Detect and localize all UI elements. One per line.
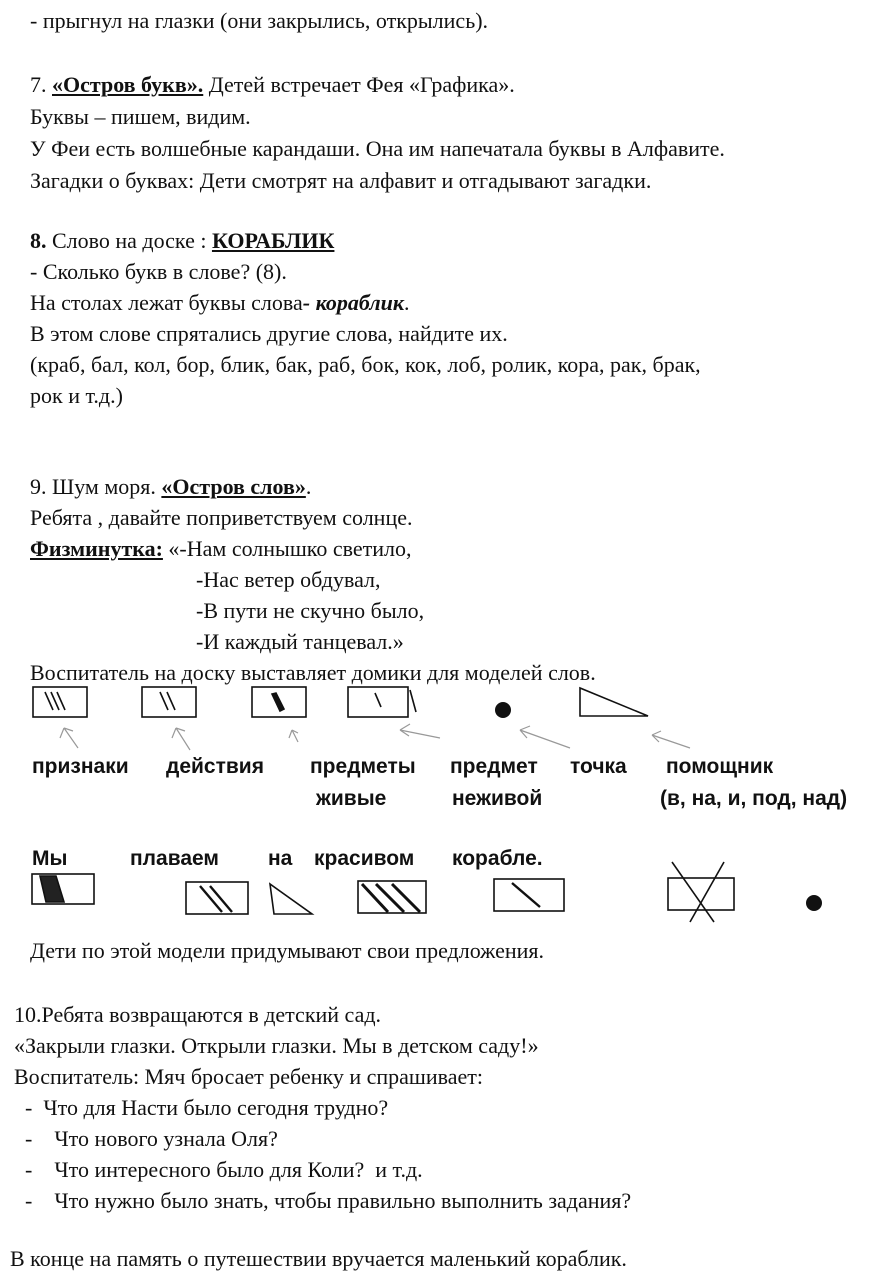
sentence-triangle	[270, 884, 312, 914]
section-7-line-3: Загадки о буквах: Дети смотрят на алфавит и отгадывают загадки.	[30, 168, 652, 193]
sentence-word-4: красивом	[314, 847, 415, 870]
section-8-word: КОРАБЛИК	[211, 228, 335, 253]
sentence-dot	[806, 895, 822, 911]
model-box-attributes	[33, 687, 87, 717]
section-8-line-5: рок и т.д.)	[30, 383, 123, 408]
section-10-line-3: Воспитатель: Мяч бросает ребенку и спрашивает:	[14, 1064, 484, 1089]
section-9-line-1: Ребята , давайте поприветствуем солнце.	[30, 505, 413, 530]
section-8-number: 8.	[30, 228, 47, 253]
section-10-line-2: «Закрыли глазки. Открыли глазки. Мы в детском саду!»	[14, 1033, 539, 1058]
section-8-question: - Сколько букв в слове? (8).	[30, 259, 287, 284]
question-3: - Что интересного было для Коли? и т.д.	[14, 1157, 423, 1182]
sentence-box-2	[186, 882, 248, 914]
section-8-line-3: В этом слове спрятались другие слова, найдите их.	[30, 321, 508, 346]
section-7-title-rest: Детей встречает Фея «Графика».	[203, 72, 515, 97]
section-7-line-1: Буквы – пишем, видим.	[30, 104, 251, 129]
section-9-title: «Остров слов»	[161, 474, 306, 499]
model-triangle-helper	[580, 688, 648, 716]
sentence-word-2: плаваем	[130, 847, 219, 870]
question-1: - Что для Насти было сегодня трудно?	[14, 1095, 389, 1120]
label-actions: действия	[166, 755, 264, 778]
section-8-prefix: Слово на доске :	[46, 228, 212, 253]
question-2: - Что нового узнала Оля?	[14, 1126, 278, 1151]
poem-line-3: -В пути не скучно было,	[196, 598, 425, 623]
question-4: - Что нужно было знать, чтобы правильно выполнить задания?	[14, 1188, 632, 1213]
section-10-line-1: 10.Ребята возвращаются в детский сад.	[14, 1002, 382, 1027]
label-helper-words: (в, на, и, под, над)	[660, 787, 848, 810]
section-8-line-2-c: .	[404, 290, 410, 315]
section-9-head-c: .	[305, 474, 312, 499]
section-7-number: 7.	[30, 72, 47, 97]
section-9-line-3: Дети по этой модели придумывают свои предложения.	[30, 938, 545, 963]
final-line: В конце на память о путешествии вручается маленький кораблик.	[10, 1246, 627, 1271]
label-object: предмет	[450, 755, 538, 778]
fizminutka-label: Физминутка:	[30, 536, 163, 561]
model-dot	[495, 702, 511, 718]
sentence-box-4	[494, 879, 564, 911]
label-objects: предметы	[310, 755, 416, 778]
intro-line: - прыгнул на глазки (они закрылись, открылись).	[30, 8, 489, 33]
poem-line-1: «-Нам солнышко светило,	[162, 536, 412, 561]
section-7-title: «Остров букв».	[52, 72, 204, 97]
poem-line-4: -И каждый танцевал.»	[196, 629, 404, 654]
model-box-actions	[142, 687, 196, 717]
sentence-word-3: на	[268, 847, 293, 870]
section-9-line-2: Воспитатель на доску выставляет домики для моделей слов.	[30, 660, 596, 685]
section-8-line-2-b: - кораблик	[302, 290, 405, 315]
label-helper: помощник	[666, 755, 774, 778]
label-attributes: признаки	[32, 755, 129, 778]
section-8-line-2-a: На столах лежат буквы слова	[30, 290, 303, 315]
label-inanimate: неживой	[452, 787, 543, 810]
poem-line-2: -Нас ветер обдувал,	[196, 567, 381, 592]
section-7-line-2: У Феи есть волшебные карандаши. Она им напечатала буквы в Алфавите.	[30, 136, 725, 161]
section-8-line-4: (краб, бал, кол, бор, блик, бак, раб, бок, кок, лоб, ролик, кора, рак, брак,	[30, 352, 701, 377]
sentence-box-crossed	[668, 878, 734, 910]
section-9-head-a: 9. Шум моря.	[30, 474, 162, 499]
label-living: живые	[316, 787, 387, 810]
label-dot: точка	[570, 755, 627, 778]
sentence-word-5: корабле.	[452, 847, 543, 870]
sentence-word-1: Мы	[32, 847, 68, 870]
